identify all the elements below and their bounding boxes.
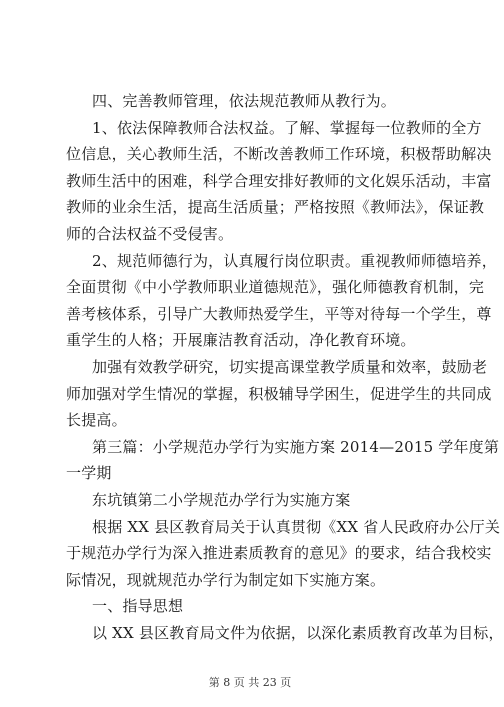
plan-title: 东坑镇第二小学规范办学行为实施方案 [92,490,351,509]
paragraph-line: 际情况，现就规范办学行为制定如下实施方案。 [66,570,386,589]
paragraph-line: 师的合法权益不受侵害。 [66,224,234,243]
paragraph-line: 重学生的人格；开展廉洁教育活动，净化教育环境。 [66,331,416,350]
paragraph-line: 位信息，关心教师生活，不断改善教师工作环境，积极帮助解决 [66,145,492,164]
chapter-title-continued: 一学期 [66,464,112,483]
paragraph-line: 2、规范师德行为，认真履行岗位职责。重视教师师德培养， [92,251,497,270]
paragraph-line: 全面贯彻《中小学教师职业道德规范》，强化师德教育机制，完 [66,278,485,297]
paragraph-line: 根据 XX 县区教育局关于认真贯彻《XX 省人民政府办公厅关 [92,517,501,536]
paragraph-line: 加强有效教学研究，切实提高课堂教学质量和效率，鼓励老 [92,357,488,376]
paragraph-line: 以 XX 县区教育局文件为依据，以深化素质教育改革为目标， [92,623,504,642]
document-body [66,88,504,646]
paragraph-line: 于规范办学行为深入推进素质教育的意见》的要求，结合我校实 [66,544,492,563]
chapter-title: 第三篇：小学规范办学行为实施方案 2014—2015 学年度第 [92,437,500,456]
paragraph-line: 1、依法保障教师合法权益。了解、掌握每一位教师的全方 [92,118,482,137]
section-heading-four: 四、完善教师管理，依法规范教师从教行为。 [92,92,397,110]
section-heading-one: 一、指导思想 [92,597,184,616]
paragraph-line: 善考核体系，引导广大教师热爱学生，平等对待每一个学生，尊 [66,304,492,323]
paragraph-line: 师加强对学生情况的掌握，积极辅导学困生，促进学生的共同成 [66,384,492,403]
paragraph-line: 长提高。 [66,411,127,430]
page-number-footer: 第 8 页 共 23 页 [208,676,292,689]
paragraph-line: 教师生活中的困难，科学合理安排好教师的文化娱乐活动，丰富 [66,171,492,190]
paragraph-line: 教师的业余生活，提高生活质量；严格按照《教师法》，保证教 [66,198,485,217]
